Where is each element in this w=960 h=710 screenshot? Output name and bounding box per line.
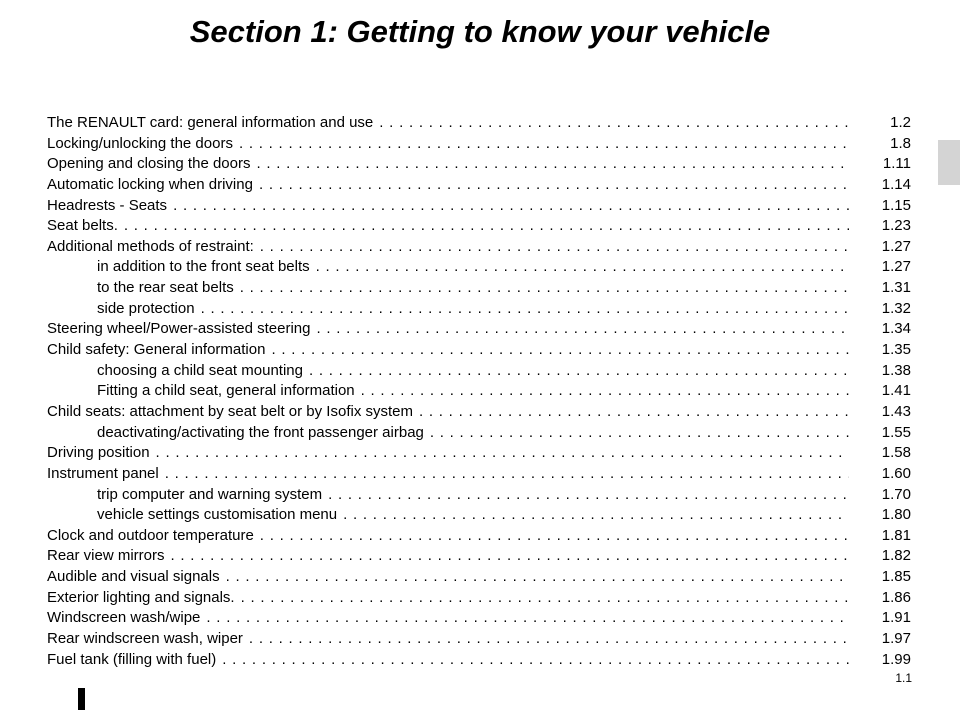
toc-entry-page: 1.82: [881, 547, 911, 565]
toc-entry-label: Automatic locking when driving: [47, 175, 259, 196]
toc-subentry[interactable]: [47, 299, 911, 320]
toc-entry-label: Rear view mirrors: [47, 546, 171, 567]
toc-subentry[interactable]: [47, 485, 911, 506]
toc-entry-label: Fuel tank (filling with fuel): [47, 650, 222, 671]
toc-entry-page: 1.34: [881, 320, 911, 338]
dot-leader: [222, 650, 849, 671]
toc-entry[interactable]: [47, 567, 911, 588]
toc-entry[interactable]: [47, 650, 911, 671]
table-of-contents: [47, 113, 911, 670]
dot-leader: [201, 299, 849, 320]
toc-entry[interactable]: [47, 629, 911, 650]
toc-entry[interactable]: [47, 340, 911, 361]
toc-entry-page: 1.86: [881, 588, 911, 606]
toc-entry-label: Headrests - Seats: [47, 196, 173, 217]
toc-entry[interactable]: [47, 154, 911, 175]
dot-leader: [309, 361, 849, 382]
toc-entry-page: 1.55: [881, 423, 911, 441]
toc-entry-page: 1.41: [881, 382, 911, 400]
toc-entry-label: Instrument panel: [47, 464, 165, 485]
toc-entry-label: Windscreen wash/wipe: [47, 608, 206, 629]
toc-subentry[interactable]: [47, 381, 911, 402]
dot-leader: [430, 423, 849, 444]
toc-entry-page: 1.85: [881, 568, 911, 586]
dot-leader: [260, 237, 849, 258]
dot-leader: [173, 196, 849, 217]
toc-subentry[interactable]: [47, 361, 911, 382]
toc-entry-label: Opening and closing the doors: [47, 154, 256, 175]
toc-entry-label: side protection: [97, 299, 201, 320]
dot-leader: [226, 567, 849, 588]
toc-entry-label: The RENAULT card: general information and use: [47, 113, 379, 134]
toc-entry[interactable]: [47, 196, 911, 217]
toc-entry-label: Fitting a child seat, general information: [97, 381, 361, 402]
dot-leader: [171, 546, 849, 567]
dot-leader: [316, 319, 849, 340]
toc-entry[interactable]: [47, 443, 911, 464]
dot-leader: [361, 381, 849, 402]
dot-leader: [241, 588, 849, 609]
toc-subentry[interactable]: [47, 505, 911, 526]
dot-leader: [124, 216, 849, 237]
dot-leader: [206, 608, 849, 629]
toc-entry-label: Exterior lighting and signals.: [47, 588, 241, 609]
toc-entry-page: 1.35: [881, 341, 911, 359]
toc-entry-label: deactivating/activating the front passenger airbag: [97, 423, 430, 444]
toc-entry[interactable]: [47, 402, 911, 423]
toc-entry-label: Audible and visual signals: [47, 567, 226, 588]
toc-entry-label: to the rear seat belts: [97, 278, 240, 299]
toc-entry[interactable]: [47, 216, 911, 237]
dot-leader: [271, 340, 849, 361]
toc-entry[interactable]: [47, 134, 911, 155]
toc-entry-page: 1.23: [881, 217, 911, 235]
toc-entry-label: Driving position: [47, 443, 156, 464]
toc-entry-page: 1.81: [881, 526, 911, 544]
toc-entry-label: Steering wheel/Power-assisted steering: [47, 319, 316, 340]
dot-leader: [260, 526, 849, 547]
dot-leader: [156, 443, 849, 464]
toc-entry[interactable]: [47, 113, 911, 134]
dot-leader: [328, 485, 849, 506]
toc-entry-page: 1.58: [881, 444, 911, 462]
toc-entry[interactable]: [47, 175, 911, 196]
toc-entry-label: vehicle settings customisation menu: [97, 505, 343, 526]
toc-entry-label: Clock and outdoor temperature: [47, 526, 260, 547]
toc-entry-label: Rear windscreen wash, wiper: [47, 629, 249, 650]
dot-leader: [343, 505, 849, 526]
toc-entry[interactable]: [47, 546, 911, 567]
toc-subentry[interactable]: [47, 278, 911, 299]
toc-entry-page: 1.70: [881, 485, 911, 503]
toc-entry-page: 1.43: [881, 402, 911, 420]
toc-entry-page: 1.32: [881, 299, 911, 317]
toc-entry-page: 1.27: [881, 258, 911, 276]
toc-entry-page: 1.91: [881, 609, 911, 627]
toc-entry-page: 1.27: [881, 237, 911, 255]
dot-leader: [259, 175, 849, 196]
toc-entry-label: Additional methods of restraint:: [47, 237, 260, 258]
toc-entry-page: 1.38: [881, 361, 911, 379]
dot-leader: [249, 629, 849, 650]
toc-entry[interactable]: [47, 526, 911, 547]
dot-leader: [419, 402, 849, 423]
toc-entry-page: 1.2: [890, 114, 911, 131]
toc-entry-label: Seat belts.: [47, 216, 124, 237]
toc-subentry[interactable]: [47, 257, 911, 278]
dot-leader: [240, 278, 849, 299]
page-title: Section 1: Getting to know your vehicle: [189, 14, 771, 49]
toc-entry-label: trip computer and warning system: [97, 485, 328, 506]
toc-entry-label: Child seats: attachment by seat belt or by Isofix system: [47, 402, 419, 423]
dot-leader: [316, 257, 849, 278]
toc-entry-page: 1.8: [890, 134, 911, 152]
toc-entry-label: Locking/unlocking the doors: [47, 134, 239, 155]
dot-leader: [379, 113, 849, 134]
toc-entry-page: 1.15: [881, 196, 911, 214]
dot-leader: [165, 464, 849, 485]
toc-entry-page: 1.80: [881, 506, 911, 524]
toc-entry[interactable]: [47, 608, 911, 629]
dot-leader: [256, 154, 849, 175]
corner-mark: [78, 688, 85, 710]
toc-entry[interactable]: [47, 237, 911, 258]
toc-entry[interactable]: [47, 319, 911, 340]
toc-subentry[interactable]: [47, 423, 911, 444]
toc-entry-page: 1.14: [881, 175, 911, 193]
page-number: 1.1: [895, 671, 912, 685]
toc-entry[interactable]: [47, 588, 911, 609]
toc-entry-page: 1.99: [881, 650, 911, 668]
dot-leader: [239, 134, 849, 155]
toc-entry-page: 1.31: [881, 279, 911, 297]
toc-entry[interactable]: [47, 464, 911, 485]
toc-entry-label: Child safety: General information: [47, 340, 271, 361]
toc-entry-page: 1.11: [882, 155, 911, 173]
toc-entry-page: 1.60: [881, 464, 911, 482]
toc-entry-page: 1.97: [881, 630, 911, 648]
toc-entry-label: in addition to the front seat belts: [97, 257, 316, 278]
toc-entry-label: choosing a child seat mounting: [97, 361, 309, 382]
section-side-tab: [938, 140, 960, 185]
